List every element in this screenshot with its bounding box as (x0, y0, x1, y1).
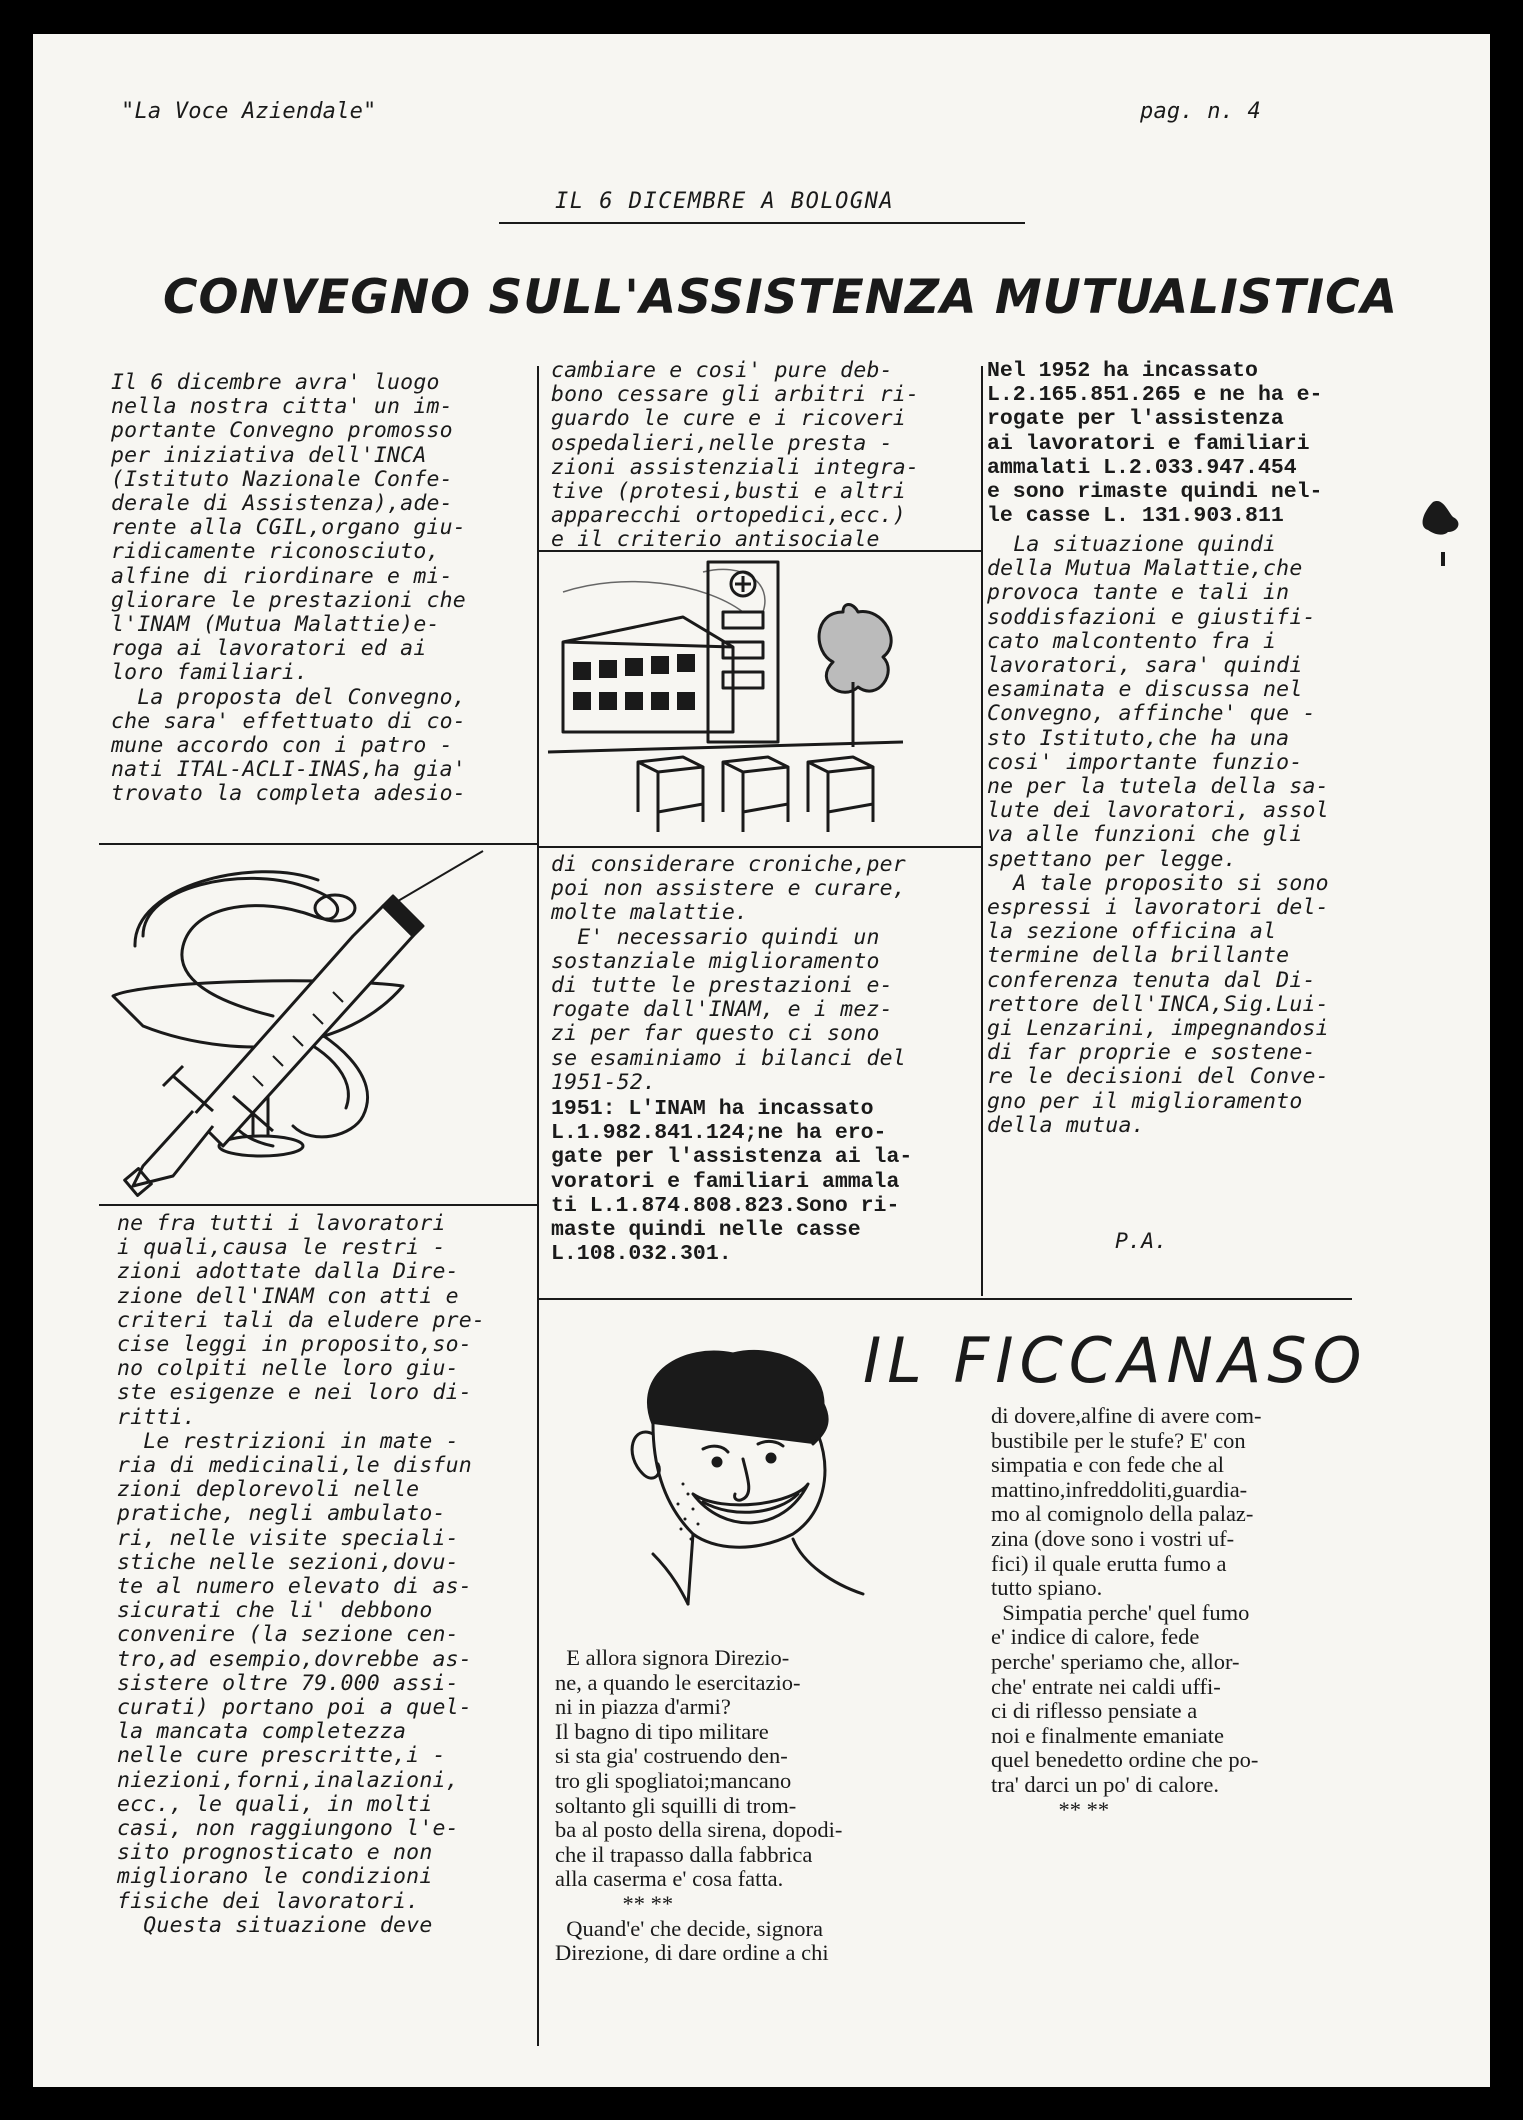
ficcanaso-title: IL FICCANASO (863, 1324, 1368, 1397)
text-line: ** ** (555, 1890, 674, 1916)
text-line: casi, non raggiungono l'e- (117, 1816, 459, 1842)
text-line: si sta gia' costruendo den- (555, 1743, 788, 1769)
col1-top-text (111, 371, 466, 807)
text-line: rente alla CGIL,organo giu- (111, 515, 466, 541)
text-line: tive (protesi,busti e altri (551, 479, 906, 505)
text-line: simpatia e con fede che al (991, 1452, 1225, 1478)
text-line: E' necessario quindi un (551, 924, 880, 950)
text-line: nelle cure prescritte,i - (117, 1743, 446, 1769)
text-line: re le decisioni del Conve- (987, 1064, 1329, 1090)
text-line: gliorare le prestazioni che (111, 587, 466, 613)
text-line: di considerare croniche,per (551, 852, 906, 877)
text-line: migliorano le condizioni (117, 1864, 433, 1890)
text-line: poi non assistere e curare, (551, 876, 906, 902)
text-line: ospedalieri,nelle presta - (551, 430, 893, 456)
column-rule-2 (981, 366, 983, 1296)
text-line: ni in piazza d'armi? (555, 1694, 731, 1720)
text-line: ai lavoratori e familiari (987, 431, 1310, 456)
text-line: soltanto gli squilli di trom- (555, 1792, 797, 1818)
text-line: va alle funzioni che gli (987, 822, 1303, 848)
text-line: bustibile per le stufe? E' con (991, 1427, 1246, 1453)
text-line: nella nostra citta' un im- (111, 394, 453, 420)
text-line: sistere oltre 79.000 assi- (117, 1670, 459, 1696)
text-line: espressi i lavoratori del- (987, 895, 1329, 921)
signature: P.A. (1115, 1229, 1168, 1254)
text-line: 1951: L'INAM ha incassato (551, 1097, 874, 1121)
text-line: noi e finalmente emaniate (991, 1722, 1225, 1748)
hospital-illustration (543, 552, 979, 844)
text-line: fisiche dei lavoratori. (117, 1888, 420, 1914)
text-line: i quali,causa le restri - (117, 1235, 446, 1261)
text-line: tra' darci un po' di calore. (991, 1771, 1220, 1797)
column-rule-1 (537, 366, 539, 2046)
text-line: che sara' effettuato di co- (111, 708, 466, 734)
text-line: la sezione officina al (987, 919, 1277, 945)
serpent-syringe-illustration (103, 846, 535, 1202)
text-line: che il trapasso dalla fabbrica (555, 1841, 813, 1867)
text-line: ne, a quando le esercitazio- (555, 1669, 801, 1695)
headline: CONVEGNO SULL'ASSISTENZA MUTUALISTICA (163, 270, 1398, 325)
ink-blot (1413, 492, 1473, 592)
text-line: Simpatia perche' quel fumo (991, 1599, 1250, 1625)
text-line: ci di riflesso pensiate a (991, 1698, 1198, 1724)
newspaper-page (33, 34, 1490, 2087)
text-line: e il criterio antisociale (551, 527, 880, 553)
text-line: tutto spiano. (991, 1575, 1103, 1601)
nosy-man-illustration (593, 1334, 893, 1634)
text-line: e sono rimaste quindi nel- (987, 480, 1323, 505)
text-line: zioni adottate dalla Dire- (117, 1259, 459, 1285)
col3-text (987, 533, 1329, 1138)
col1-bottom-text (117, 1212, 485, 1938)
ficcanaso-right-text (991, 1404, 1262, 1822)
text-line: zioni assistenziali integra- (551, 454, 920, 480)
text-line: alfine di riordinare e mi- (111, 563, 453, 589)
text-line: di dovere,alfine di avere com- (991, 1403, 1262, 1428)
text-line: L.1.982.841.124;ne ha ero- (551, 1121, 887, 1146)
text-line: per iniziativa dell'INCA (111, 442, 427, 468)
rule-col1-top (99, 843, 539, 845)
text-line: apparecchi ortopedici,ecc.) (551, 503, 906, 529)
text-line: cise leggi in proposito,so- (117, 1332, 472, 1358)
text-line: fici) il quale erutta fumo a (991, 1550, 1227, 1576)
text-line: (Istituto Nazionale Confe- (111, 466, 453, 492)
text-line: no colpiti nelle loro giu- (117, 1356, 459, 1382)
text-line: molte malattie. (551, 900, 749, 926)
text-line: te al numero elevato di as- (117, 1574, 472, 1600)
text-line: soddisfazioni e giustifi- (987, 604, 1316, 630)
text-line: Le restrizioni in mate - (117, 1428, 459, 1454)
text-line: la mancata completezza (117, 1719, 407, 1745)
text-line: mattino,infreddoliti,guardia- (991, 1476, 1248, 1502)
text-line: zioni deplorevoli nelle (117, 1477, 420, 1503)
text-line: gi Lenzarini, impegnandosi (987, 1016, 1329, 1042)
text-line: Questa situazione deve (117, 1912, 433, 1938)
text-line: della mutua. (987, 1112, 1145, 1138)
text-line: Direzione, di dare ordine a chi (555, 1940, 829, 1966)
text-line: ba al posto della sirena, dopodi- (555, 1817, 843, 1843)
rule-col2-bottom (539, 846, 981, 848)
kicker-rule (499, 222, 1025, 224)
text-line: criteri tali da eludere pre- (117, 1307, 486, 1333)
text-line: convenire (la sezione cen- (117, 1622, 459, 1648)
text-line: ne per la tutela della sa- (987, 774, 1329, 800)
text-line: e' indice di calore, fede (991, 1624, 1200, 1650)
text-line: gno per il miglioramento (987, 1088, 1303, 1114)
col3-figures (987, 359, 1322, 528)
text-line: mune accordo con i patro - (111, 733, 453, 759)
text-line: Il 6 dicembre avra' luogo (111, 370, 440, 395)
text-line: rogate dall'INAM, e i mez- (551, 997, 893, 1023)
text-line: che' entrate nei caldi uffi- (991, 1673, 1221, 1699)
text-line: stiche nelle sezioni,dovu- (117, 1549, 459, 1575)
text-line: quel benedetto ordine che po- (991, 1747, 1259, 1773)
text-line: nati ITAL-ACLI-INAS,ha gia' (111, 757, 466, 783)
text-line: Quand'e' che decide, signora (555, 1915, 824, 1941)
text-line: cosi' importante funzio- (987, 749, 1303, 775)
text-line: perche' speriamo che, allor- (991, 1648, 1240, 1674)
text-line: esaminata e discussa nel (987, 677, 1303, 703)
text-line: rogate per l'assistenza (987, 407, 1284, 432)
text-line: termine della brillante (987, 943, 1290, 969)
kicker: IL 6 DICEMBRE A BOLOGNA (555, 189, 895, 214)
text-line: E allora signora Direzio- (555, 1645, 790, 1670)
text-line: bono cessare gli arbitri ri- (551, 382, 920, 408)
text-line: della Mutua Malattie,che (987, 556, 1303, 582)
text-line: maste quindi nelle casse (551, 1218, 861, 1243)
text-line: tro gli spogliatoi;mancano (555, 1767, 792, 1793)
text-line: lavoratori, sara' quindi (987, 653, 1303, 679)
text-line: 1951-52. (551, 1069, 657, 1095)
text-line: ammalati L.2.033.947.454 (987, 455, 1297, 480)
text-line: spettano per legge. (987, 846, 1237, 872)
text-line: pratiche, negli ambulato- (117, 1501, 446, 1527)
text-line: ritti. (117, 1404, 196, 1430)
text-line: se esaminiamo i bilanci del (551, 1045, 906, 1071)
text-line: Il bagno di tipo militare (555, 1718, 769, 1744)
text-line: le casse L. 131.903.811 (987, 504, 1284, 529)
text-line: derale di Assistenza),ade- (111, 491, 453, 517)
col2-middle-text (551, 853, 906, 1095)
text-line: niezioni,forni,inalazioni, (117, 1767, 459, 1793)
text-line: loro familiari. (111, 660, 309, 686)
text-line: sto Istituto,che ha una (987, 725, 1290, 751)
rule-col1-bottom (99, 1204, 539, 1206)
text-line: ecc., le quali, in molti (117, 1791, 433, 1817)
col2-top-text (551, 359, 919, 553)
text-line: ste esigenze e nei loro di- (117, 1380, 472, 1406)
text-line: A tale proposito si sono (987, 870, 1329, 896)
text-line: voratori e familiari ammala (551, 1169, 900, 1194)
text-line: sito prognosticato e non (117, 1840, 433, 1866)
text-line: lute dei lavoratori, assol (987, 798, 1329, 824)
col2-figures (551, 1097, 912, 1266)
text-line: trovato la completa adesio- (111, 781, 466, 807)
text-line: L.2.165.851.265 e ne ha e- (987, 383, 1323, 408)
text-line: zione dell'INAM con atti e (117, 1283, 459, 1309)
masthead-title: "La Voce Aziendale" (121, 99, 377, 124)
text-line: di tutte le prestazioni e- (551, 973, 893, 999)
text-line: conferenza tenuta dal Di- (987, 967, 1316, 993)
text-line: zi per far questo ci sono (551, 1021, 880, 1047)
rule-ficcanaso (539, 1298, 1352, 1300)
text-line: sostanziale miglioramento (551, 948, 880, 974)
text-line: ridicamente riconosciuto, (111, 539, 440, 565)
text-line: di far proprie e sostene- (987, 1040, 1316, 1066)
page-number: pag. n. 4 (1140, 99, 1262, 124)
text-line: guardo le cure e i ricoveri (551, 406, 906, 432)
text-line: zina (dove sono i vostri uf- (991, 1525, 1235, 1551)
text-line: l'INAM (Mutua Malattie)e- (111, 612, 440, 638)
text-line: mo al comignolo della palaz- (991, 1501, 1254, 1527)
text-line: Nel 1952 ha incassato (987, 359, 1258, 383)
text-line: portante Convegno promosso (111, 418, 453, 444)
text-line: ** ** (991, 1796, 1110, 1822)
text-line: cato malcontento fra i (987, 628, 1277, 654)
text-line: ne fra tutti i lavoratori (117, 1211, 446, 1236)
text-line: sicurati che li' debbono (117, 1598, 433, 1624)
text-line: ria di medicinali,le disfun (117, 1453, 472, 1479)
text-line: L.108.032.301. (551, 1242, 732, 1267)
text-line: La proposta del Convegno, (111, 684, 466, 710)
text-line: La situazione quindi (987, 532, 1277, 557)
text-line: provoca tante e tali in (987, 580, 1290, 606)
text-line: ri, nelle visite speciali- (117, 1525, 459, 1551)
text-line: cambiare e cosi' pure deb- (551, 358, 893, 383)
text-line: tro,ad esempio,dovrebbe as- (117, 1646, 472, 1672)
text-line: rettore dell'INCA,Sig.Lui- (987, 991, 1329, 1017)
text-line: ti L.1.874.808.823.Sono ri- (551, 1193, 900, 1218)
text-line: alla caserma e' cosa fatta. (555, 1866, 784, 1892)
text-line: Convegno, affinche' que - (987, 701, 1316, 727)
text-line: gate per l'assistenza ai la- (551, 1145, 913, 1170)
text-line: roga ai lavoratori ed ai (111, 636, 427, 662)
ficcanaso-left-text (555, 1646, 842, 1966)
text-line: curati) portano poi a quel- (117, 1695, 472, 1721)
